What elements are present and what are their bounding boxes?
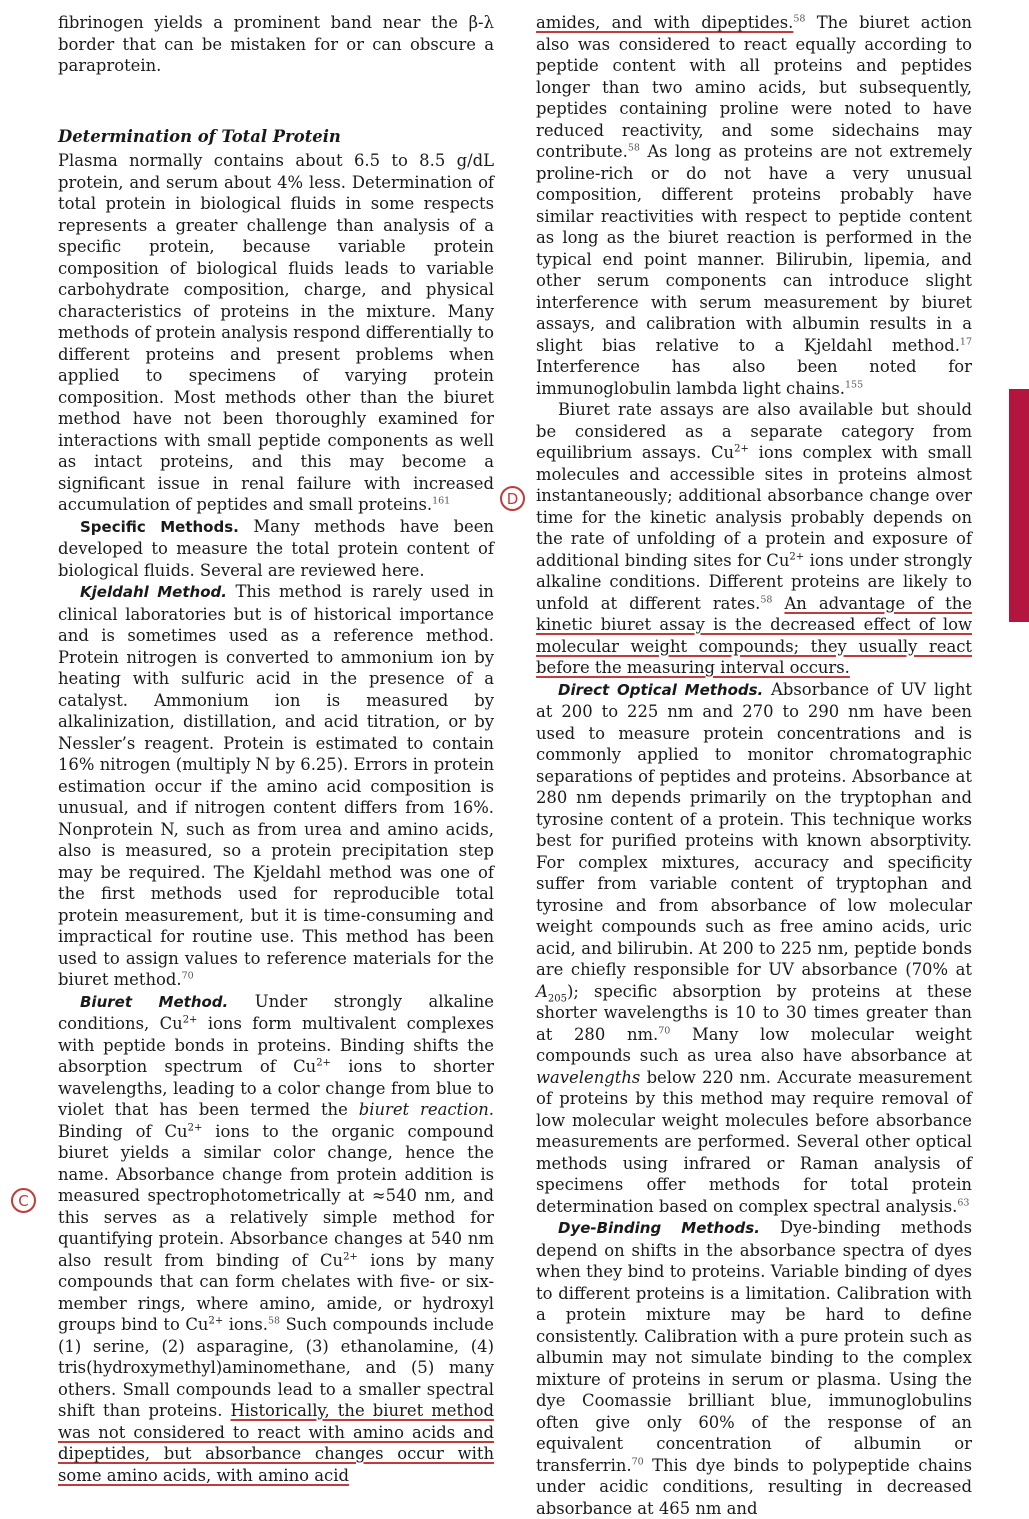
reference: 17 [959, 336, 972, 348]
paragraph-text: Binding of Cu [58, 1121, 188, 1141]
reference: 58 [793, 13, 806, 25]
section-heading: Determination of Total Protein [58, 126, 341, 146]
ion-charge: 2+ [208, 1315, 224, 1327]
reference: 70 [658, 1025, 671, 1037]
reference: 70 [631, 1456, 644, 1468]
reference: 58 [760, 594, 773, 606]
optical-methods-paragraph [536, 679, 972, 1218]
ion-charge: 2+ [187, 1122, 203, 1134]
specific-methods-paragraph [58, 516, 494, 582]
ion-charge: 2+ [789, 551, 805, 563]
underlined-annotation-c: Historically, the biuret method was not considered to react with amino acids and dipeptides, but absorbance changes occur with some amino acids, with amino acid [58, 1401, 494, 1485]
paragraph-text: ); specific absorption by proteins at these shorter wavelengths is 10 to 30 times greater than at 280 nm. [536, 981, 972, 1044]
paragraph-text: As long as proteins are not extremely proline-rich or do not have a very unusual composition, different proteins probably have similar reactivities with respect to peptide content as long as the biuret reaction is performed in the typical end point manner. Bilirubin, lipemia, and other serum components can introduce slight interference with serum measurement by biuret assays, and calibration with albumin results in a slight bias relative to a Kjeldahl method. [536, 142, 973, 355]
paragraph-text: ions form multivalent complexes with peptide bonds in proteins. Binding shifts the absorption spectrum of Cu [58, 1014, 494, 1076]
run-in-heading: Direct Optical Methods. [558, 680, 764, 699]
biuret-paragraph [58, 991, 494, 1487]
spacer [58, 77, 494, 120]
paragraph-text: Dye-binding methods depend on shifts in the absorbance spectra of dyes when they bind to proteins. Variable binding of dyes to different proteins is a limitation. Calibration with a protein mixture may be hard to define consistently. Calibration with a pure protein such as albumin may not simulate binding to the complex mixture of proteins in serum or plasma. Using the dye Coomassie brilliant blue, immunoglobulins often give only 60% of the response of an equivalent concentration of albumin or transferrin. [536, 1218, 972, 1475]
paragraph-text: Such compounds include (1) serine, (2) asparagine, (3) ethanolamine, (4) tris(hydroxymethyl)aminomethane, and (5) many others. Small compounds lead to a smaller spectral shift than proteins. [58, 1315, 494, 1420]
paragraph-text: Biuret rate assays are also available but should be considered as a separate category from equilibrium assays. Cu [536, 400, 972, 462]
intro-paragraph: fibrinogen yields a prominent band near the β-λ border that can be mistaken for or can obscure a paraprotein. [58, 13, 494, 75]
run-in-heading: Specific Methods. [80, 517, 239, 536]
underlined-annotation-d: An advantage of the kinetic biuret assay is the decreased effect of low molecular weight compounds; they usually react before the measuring interval occurs. [536, 593, 972, 677]
dye-binding-paragraph [536, 1217, 972, 1519]
paragraph-text: ions by many compounds that can form chelates with five- or six-member rings, where amino, amide, or hydroxyl groups bind to Cu [58, 1250, 494, 1334]
ion-charge: 2+ [734, 443, 749, 455]
reference: 70 [181, 970, 194, 982]
run-in-heading: Biuret Method. [80, 992, 229, 1011]
chapter-thumb-tab [1009, 389, 1029, 622]
ion-charge: 2+ [343, 1251, 358, 1263]
wavelength-subscript: 205 [547, 992, 567, 1004]
rate-assay-paragraph [536, 399, 972, 679]
ion-charge: 2+ [316, 1057, 331, 1069]
paragraph-text: Many methods have been developed to measure the total protein content of biological fluids. Several are reviewed here. [58, 516, 494, 580]
run-in-heading: Dye-Binding Methods. [558, 1219, 760, 1237]
annotation-marker-c: C [11, 1188, 36, 1213]
paragraph-text: Plasma normally contains about 6.5 to 8.5 g/dL protein, and serum about 4% less. Determination of total protein in biological fluids in some respects represents a greater challenge than analysis of a specific protein, because variable protein composition of biological fluids leads to variable carbohydrate composition, charge, and physical characteristics of proteins in the mixture. Many methods of protein analysis respond differentially to different proteins and present problems when applied to specimens of varying protein composition. Most methods other than the biuret method have not been thoroughly examined for interactions with small peptide components as well as intact proteins, and this may become a significant issue in renal failure with increased accumulation of peptides and small proteins. [58, 151, 494, 514]
ion-charge: 2+ [182, 1014, 198, 1026]
paragraph-text: Interference has also been noted for immunoglobulin lambda light chains. [536, 357, 972, 398]
reference: 58 [267, 1315, 281, 1327]
paragraph-text: ions. [228, 1315, 268, 1334]
paragraph-text: ions to the organic compound biuret yields a similar color change, hence the name. Absorbance change from protein addition is measured spectrophotometrically at ≈540 nm, and this serves as a relatively simple method for quantifying protein. Absorbance changes at 540 nm also result from binding of Cu [58, 1121, 494, 1270]
paragraph-text: This dye binds to polypeptide chains under acidic conditions, resulting in decreased absorbance at 465 nm and [536, 1455, 972, 1518]
run-in-heading: Kjeldahl Method. [80, 583, 227, 601]
italic-term: wavelengths [536, 1067, 641, 1087]
left-column [58, 12, 494, 1486]
right-column [536, 12, 972, 1519]
paragraph-text: The biuret action also was considered to react equally according to peptide content with all proteins and peptides longer than two amino acids, but subsequently, peptides containing proline were noted to have reduced reactivity, and some sidechains may contribute. [536, 13, 972, 161]
reference: 155 [845, 379, 864, 391]
absorbance-symbol: A [536, 981, 548, 1001]
paragraph-text: Absorbance of UV light at 200 to 225 nm and 270 to 290 nm have been used to measure protein concentrations and is commonly applied to monitor chromatographic separations of peptides and proteins. Absorbance at 280 nm depends primarily on the tryptophan and tyrosine content of a protein. This technique works best for purified proteins with known absorptivity. For complex mixtures, accuracy and specificity suffer from variable content of tryptophan and tyrosine and from absorbance of low molecular weight compounds such as free amino acids, uric acid, and bilirubin. At 200 to 225 nm, peptide bonds are chiefly responsible for UV absorbance (70% at [536, 679, 972, 979]
reference: 63 [957, 1197, 970, 1209]
reference: 58 [627, 142, 640, 154]
paragraph-text: Under strongly alkaline conditions, Cu [58, 991, 494, 1033]
paragraph-text: Many low molecular weight compounds such as urea also have absorbance at [536, 1024, 972, 1065]
kjeldahl-paragraph [58, 581, 494, 991]
italic-term: biuret reaction. [358, 1100, 494, 1119]
paragraph-text: ions under strongly alkaline conditions. Different proteins are likely to unfold at different rates. [536, 550, 972, 613]
paragraph-text: below 220 nm. Accurate measurement of proteins by this method may require removal of low molecular weight molecules before absorbance measurements are performed. Several other optical methods using infrared or Raman analysis of specimens offer methods for total protein determination based on complex spectral analysis. [536, 1067, 972, 1216]
reference: 161 [432, 495, 451, 507]
total-protein-paragraph [58, 150, 494, 516]
paragraph-text: ions to shorter wavelengths, leading to a color change from blue to violet that has been termed the [58, 1057, 494, 1119]
paragraph-text: This method is rarely used in clinical laboratories but is of historical importance and is sometimes used as a reference method. Protein nitrogen is converted to ammonium ion by heating with sulfuric acid in the presence of a catalyst. Ammonium ion is measured by alkalinization, distillation, and acid titration, or by Nessler’s reagent. Protein is estimated to contain 16% nitrogen (multiply N by 6.25). Errors in protein estimation occur if the amino acid composition is unusual, and if nitrogen content differs from 16%. Nonprotein N, such as from urea and amino acids, also is measured, so a protein precipitation step may be required. The Kjeldahl method was one of the first methods used for reproducible total protein measurement, but it is time-consuming and impractical for routine use. This method has been used to assign values to reference materials for the biuret method. [58, 582, 494, 989]
annotation-marker-d: D [500, 486, 525, 511]
paragraph-text: ions complex with small molecules and accessible sites in proteins almost instantaneously; additional absorbance change over time for the kinetic analysis probably depends on the rate of unfolding of a protein and exposure of additional binding sites for Cu [536, 443, 972, 570]
biuret-continued-paragraph [536, 12, 972, 399]
underlined-annotation-c-end: amides, and with dipeptides. [536, 13, 794, 32]
